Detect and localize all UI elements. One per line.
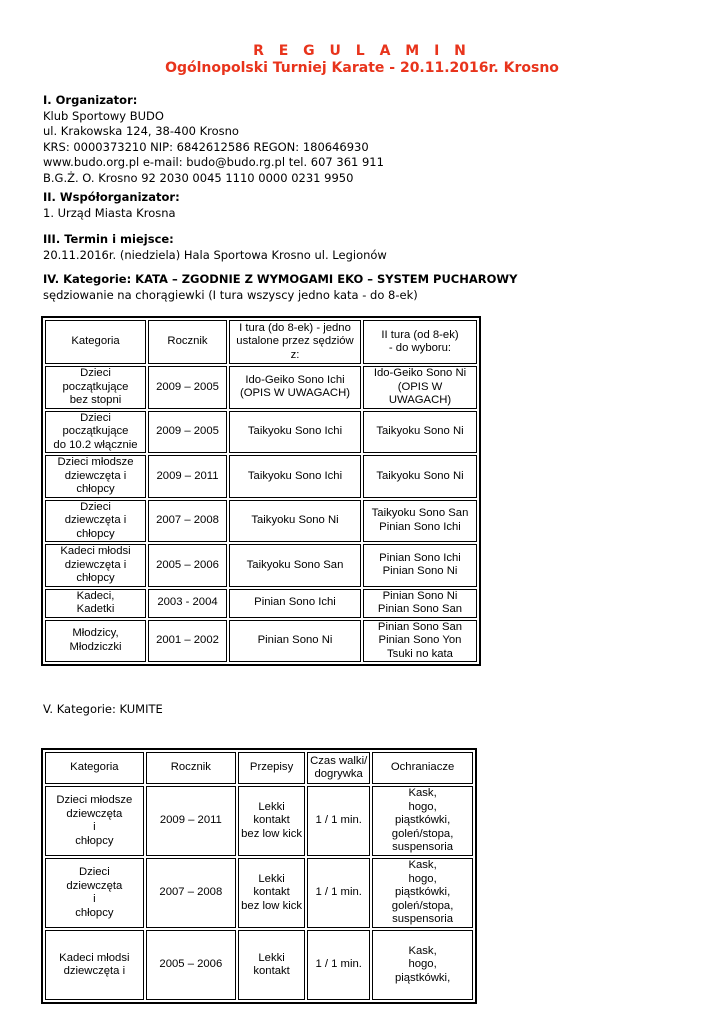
organizer-line: ul. Krakowska 124, 38-400 Krosno [43, 124, 239, 138]
kata-header-cell [45, 320, 146, 364]
cell-line: (OPIS W UWAGACH) [388, 380, 452, 406]
schedule-heading: III. Termin i miejsce: [43, 232, 174, 246]
cell-line: piąstkówki, [394, 971, 451, 984]
cell-line: 2005 – 2006 [156, 558, 219, 571]
cell-line: Lekki [258, 951, 285, 964]
kata-cell [229, 620, 361, 663]
kumite-cell [45, 786, 144, 856]
cell-line: 1 / 1 min. [315, 814, 362, 827]
cell-line: chłopcy [75, 906, 114, 919]
kata-cell [148, 366, 227, 409]
cell-line: dziewczęta i [64, 558, 127, 571]
cell-line: chłopcy [76, 572, 115, 584]
cell-line: do 10.2 włącznie [53, 438, 138, 451]
cell-line: chłopcy [75, 834, 114, 847]
kata-cell [148, 455, 227, 498]
cell-line: początkujące [62, 380, 129, 393]
kata-cell [148, 544, 227, 587]
kata-header-cell [363, 320, 477, 364]
cell-line: Taikyoku Sono Ichi [247, 425, 343, 437]
cell-line: 2005 – 2006 [159, 958, 223, 971]
kata-cell [229, 500, 361, 543]
kumite-cell [146, 858, 236, 928]
kumite-heading: V. Kategorie: KUMITE [43, 702, 163, 716]
kata-row [45, 455, 477, 498]
cell-line: Taikyoku Sono San [246, 558, 344, 571]
cell-line: 2001 – 2002 [156, 634, 219, 646]
kata-cell [148, 620, 227, 663]
kata-cell [45, 500, 146, 543]
kata-cell [363, 411, 477, 454]
cell-line: Kadeci młodsi [60, 545, 131, 557]
cell-line: 1 / 1 min. [315, 886, 362, 899]
cell-line: II tura (od 8-ek) [381, 328, 459, 341]
cell-line: 2009 – 2005 [156, 380, 219, 393]
cell-line: dziewczęta i [63, 965, 126, 977]
organizer-line: www.budo.org.pl e-mail: budo@budo.rg.pl tel. 607 361 911 [43, 155, 384, 169]
cell-line: dziewczęta i [64, 469, 127, 482]
cell-line: bez stopni [69, 394, 122, 406]
cell-line: Pinian Sono Yon [378, 634, 462, 646]
cell-line: chłopcy [76, 527, 115, 540]
cell-line: Taikyoku Sono Ni [376, 425, 464, 437]
kata-section [43, 272, 517, 303]
organizer-heading: I. Organizator: [43, 93, 138, 107]
cell-line: i [93, 893, 96, 905]
cell-line: Kask, [408, 944, 437, 957]
kata-cell [363, 455, 477, 498]
cell-line: z: [290, 348, 300, 361]
organizer-line: Klub Sportowy BUDO [43, 108, 164, 123]
kata-header-cell [229, 320, 361, 364]
cell-line: (OPIS W UWAGACH) [239, 387, 351, 400]
kumite-cell [372, 858, 473, 928]
cell-line: 2007 – 2008 [156, 514, 219, 526]
cell-line: Kadeci młodsi [59, 951, 130, 964]
kata-row [45, 366, 477, 409]
kata-cell [148, 589, 227, 618]
kata-cell [229, 411, 361, 454]
kumite-header-cell [238, 752, 305, 784]
cell-line: Pinian Sono Ni [382, 565, 458, 578]
cell-line: dogrywka [314, 768, 363, 780]
kata-row [45, 620, 477, 663]
cell-line: Pinian Sono San [377, 603, 463, 615]
kumite-cell [146, 786, 236, 856]
cell-line: bez low kick [241, 827, 303, 840]
cell-line: chłopcy [76, 483, 115, 495]
coorganizer-line: 1. Urząd Miasta Krosna [43, 205, 176, 220]
kumite-cell [307, 786, 370, 856]
cell-line: Dzieci [78, 866, 110, 878]
cell-line: Lekki [258, 800, 285, 813]
cell-line: ustalone przez sędziów [236, 335, 354, 348]
cell-line: Tsuki no kata [387, 647, 453, 660]
kumite-cell [238, 930, 305, 1000]
cell-line: 2009 – 2011 [159, 814, 222, 827]
kata-table [41, 316, 481, 666]
kata-row [45, 500, 477, 543]
cell-line: Kadeci, [76, 589, 115, 602]
cell-line: 2003 - 2004 [157, 596, 218, 609]
cell-line: goleń/stopa, [391, 827, 454, 840]
kata-cell [363, 366, 477, 409]
cell-line: 2007 – 2008 [159, 886, 223, 899]
kata-cell [45, 411, 146, 454]
kata-heading: IV. Kategorie: KATA – ZGODNIE Z WYMOGAMI EKO – SYSTEM PUCHAROWY [43, 272, 518, 286]
kata-cell [363, 544, 477, 587]
kata-row [45, 589, 477, 618]
cell-line: Ido-Geiko Sono Ni [373, 367, 467, 379]
cell-line: Rocznik [170, 761, 211, 774]
cell-line: Pinian Sono Ni [257, 634, 333, 646]
kumite-header-row [45, 752, 473, 784]
kumite-header-cell [372, 752, 473, 784]
cell-line: Kategoria [71, 335, 120, 348]
kata-cell [45, 366, 146, 409]
cell-line: kontakt [253, 814, 290, 827]
cell-line: Młodziczki [69, 640, 122, 653]
cell-line: Taikyoku Sono San [371, 507, 469, 520]
cell-line: Pinian Sono San [377, 620, 463, 633]
cell-line: kontakt [253, 886, 290, 899]
coorganizer-section [43, 190, 180, 221]
cell-line: Dzieci młodsze [57, 456, 134, 468]
kumite-cell [146, 930, 236, 1000]
cell-line: Taikyoku Sono Ni [376, 469, 464, 482]
kumite-header-cell [45, 752, 144, 784]
cell-line: początkujące [62, 425, 129, 437]
kata-cell [363, 500, 477, 543]
cell-line: Pinian Sono Ichi [379, 520, 461, 533]
cell-line: Taikyoku Sono Ni [251, 514, 339, 526]
cell-line: Rocznik [167, 335, 208, 348]
kumite-row [45, 858, 473, 928]
kata-cell [45, 544, 146, 587]
kumite-cell [372, 930, 473, 1000]
cell-line: Pinian Sono Ichi [379, 551, 461, 564]
cell-line: Dzieci młodsze [56, 794, 133, 806]
kata-cell [363, 589, 477, 618]
kata-cell [229, 589, 361, 618]
kata-cell [45, 620, 146, 663]
kumite-cell [45, 930, 144, 1000]
kata-row [45, 544, 477, 587]
cell-line: dziewczęta [66, 807, 123, 820]
kata-header-cell [148, 320, 227, 364]
kata-cell [148, 411, 227, 454]
kumite-table [41, 748, 477, 1004]
cell-line: Dzieci [80, 411, 111, 424]
cell-line: Kadetki [76, 603, 115, 615]
cell-line: hogo, [408, 872, 437, 885]
cell-line: Lekki [258, 872, 285, 885]
cell-line: Dzieci [80, 500, 111, 513]
kumite-cell [307, 930, 370, 1000]
cell-line: - do wyboru: [388, 342, 452, 354]
kumite-header-cell [307, 752, 370, 784]
schedule-section [43, 232, 387, 263]
cell-line: Ochraniacze [390, 761, 455, 774]
kata-cell [148, 500, 227, 543]
cell-line: piąstkówki, [394, 814, 451, 827]
kumite-cell [238, 786, 305, 856]
kumite-header-cell [146, 752, 236, 784]
organizer-line: KRS: 0000373210 NIP: 6842612586 REGON: 180646930 [43, 139, 369, 154]
kumite-cell [45, 858, 144, 928]
cell-line: Kask, [408, 859, 437, 872]
kata-cell [45, 455, 146, 498]
cell-line: Czas walki/ [310, 754, 368, 767]
kata-cell [45, 589, 146, 618]
cell-line: Młodzicy, [72, 627, 119, 640]
schedule-line: 20.11.2016r. (niedziela) Hala Sportowa Krosno ul. Legionów [43, 247, 387, 262]
kumite-cell [372, 786, 473, 856]
cell-line: piąstkówki, [394, 886, 451, 899]
cell-line: 2009 – 2005 [156, 425, 219, 437]
kumite-cell [238, 858, 305, 928]
cell-line: hogo, [408, 800, 437, 813]
kata-note: sędziowanie na chorągiewki (I tura wszyscy jedno kata - do 8-ek) [43, 287, 418, 302]
cell-line: i [93, 821, 96, 833]
cell-line: dziewczęta [66, 879, 123, 892]
kata-cell [363, 620, 477, 663]
cell-line: 1 / 1 min. [315, 958, 362, 971]
cell-line: 2009 – 2011 [156, 469, 219, 482]
cell-line: Dzieci [80, 367, 111, 379]
kata-cell [229, 544, 361, 587]
kata-header-row [45, 320, 477, 364]
kumite-row [45, 930, 473, 1000]
cell-line: Ido-Geiko Sono Ichi [245, 373, 345, 386]
coorganizer-heading: II. Współorganizator: [43, 190, 180, 204]
cell-line: dziewczęta i [64, 514, 127, 526]
organizer-section [43, 93, 384, 186]
cell-line: bez low kick [241, 899, 303, 912]
cell-line: Kask, [408, 787, 437, 800]
cell-line: Pinian Sono Ni [382, 589, 458, 602]
cell-line: hogo, [408, 958, 437, 971]
document-title: R E G U L A M I N [253, 43, 471, 59]
kata-cell [229, 455, 361, 498]
cell-line: goleń/stopa, [391, 899, 454, 912]
cell-line: I tura (do 8-ek) - jedno [239, 321, 351, 334]
cell-line: Pinian Sono Ichi [254, 596, 336, 609]
cell-line: Przepisy [249, 761, 294, 774]
kata-row [45, 411, 477, 454]
kumite-row [45, 786, 473, 856]
document-subtitle: Ogólnopolski Turniej Karate - 20.11.2016r. Krosno [165, 60, 559, 76]
cell-line: suspensoria [392, 841, 454, 854]
cell-line: kontakt [253, 965, 290, 977]
kata-cell [229, 366, 361, 409]
cell-line: suspensoria [392, 913, 454, 926]
kumite-cell [307, 858, 370, 928]
cell-line: Taikyoku Sono Ichi [247, 469, 343, 482]
cell-line: Kategoria [70, 761, 119, 774]
organizer-line: B.G.Ż. O. Krosno 92 2030 0045 1110 0000 0231 9950 [43, 170, 354, 185]
